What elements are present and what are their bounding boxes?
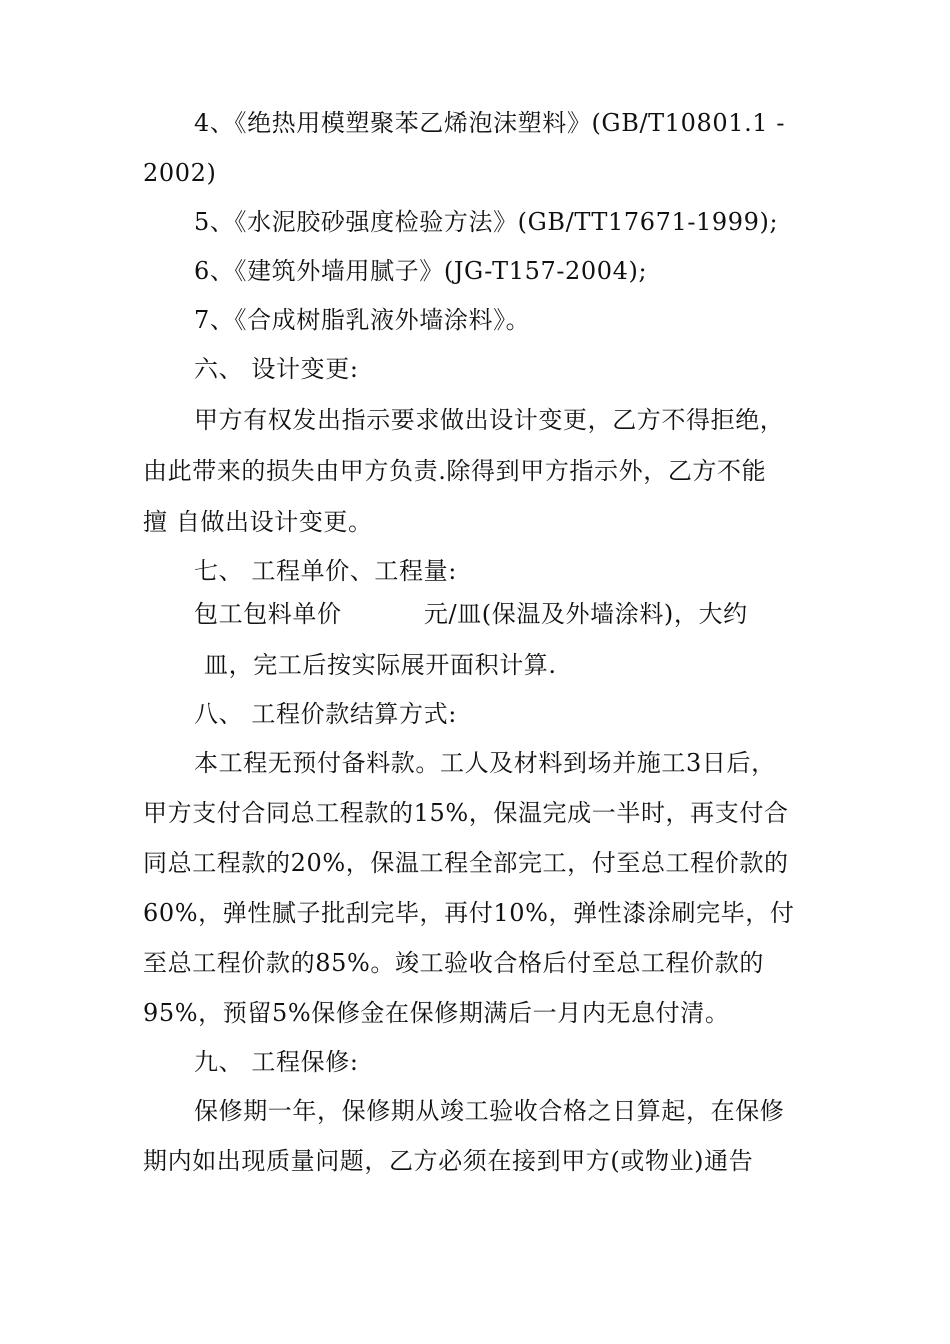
standard-item-6: 6、《建筑外墙用腻子》(JG-T157-2004);: [194, 257, 648, 285]
section-8-paragraph-line-5: 至总工程价款的85%。竣工验收合格后付至总工程价款的: [143, 949, 764, 977]
standard-item-7: 7、《合成树脂乳液外墙涂料》。: [194, 306, 531, 334]
section-9-heading: 九、 工程保修:: [194, 1048, 359, 1076]
section-9-paragraph-line-1: 保修期一年，保修期从竣工验收合格之日算起，在保修: [194, 1097, 785, 1125]
section-8-heading: 八、 工程价款结算方式:: [194, 700, 457, 728]
standard-item-5: 5、《水泥胶砂强度检验方法》(GB/TT17671-1999);: [194, 208, 779, 236]
section-7-heading: 七、 工程单价、工程量:: [194, 557, 457, 585]
section-6-heading: 六、 设计变更:: [194, 355, 359, 383]
section-7-paragraph-line-2: 皿，完工后按实际展开面积计算.: [204, 651, 557, 679]
section-9-paragraph-line-2: 期内如出现质量问题，乙方必须在接到甲方(或物业)通告: [143, 1147, 754, 1175]
section-8-paragraph-line-2: 甲方支付合同总工程款的15%，保温完成一半时，再支付合: [143, 799, 789, 827]
section-8-paragraph-line-1: 本工程无预付备料款。工人及材料到场并施工3日后，: [194, 749, 776, 777]
standard-item-4-line-2: 2002): [143, 159, 217, 187]
section-8-paragraph-line-4: 60%，弹性腻子批刮完毕，再付10%，弹性漆涂刷完毕，付: [143, 899, 795, 927]
section-6-paragraph-line-3: 擅 自做出设计变更。: [143, 508, 373, 536]
section-8-paragraph-line-6: 95%，预留5%保修金在保修期满后一月内无息付清。: [143, 999, 730, 1027]
section-8-paragraph-line-3: 同总工程款的20%，保温工程全部完工，付至总工程价款的: [143, 849, 789, 877]
section-6-paragraph-line-1: 甲方有权发出指示要求做出设计变更，乙方不得拒绝，: [194, 406, 785, 434]
section-7-paragraph-line-1: 包工包料单价 元/皿(保温及外墙涂料)，大约: [194, 600, 748, 628]
section-6-paragraph-line-2: 由此带来的损失由甲方负责.除得到甲方指示外，乙方不能: [143, 457, 767, 485]
standard-item-4-line-1: 4、《绝热用模塑聚苯乙烯泡沫塑料》(GB/T10801.1 -: [194, 109, 786, 137]
